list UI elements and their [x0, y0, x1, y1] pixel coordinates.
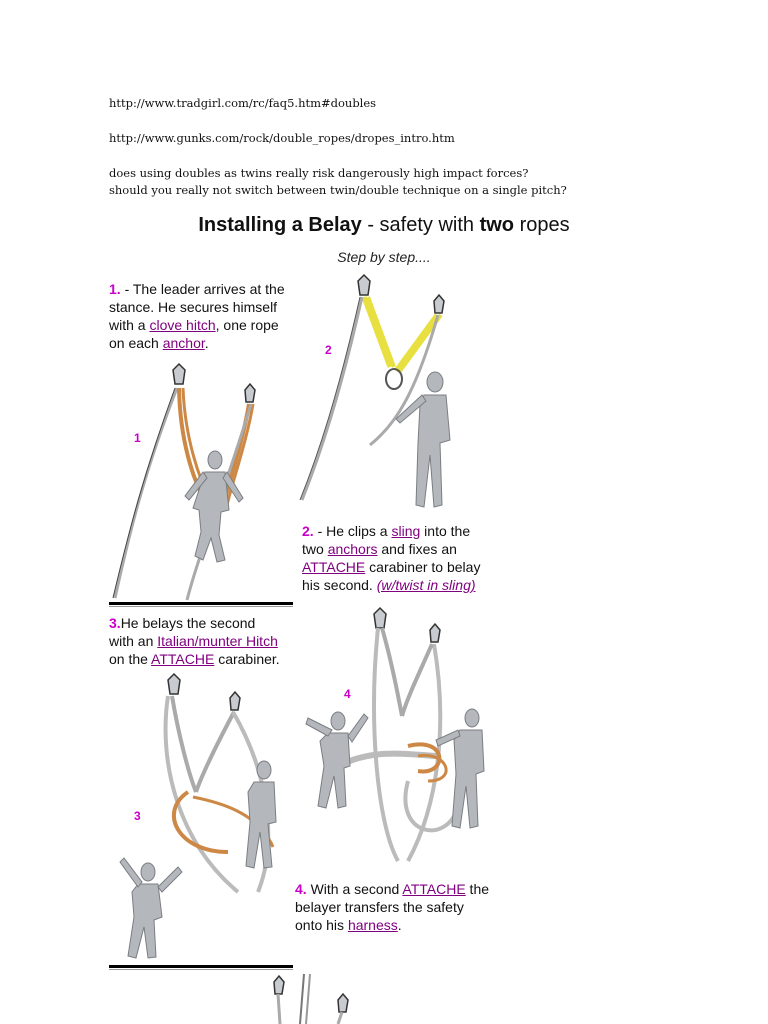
twist-in-sling-link[interactable]: (w/twist in sling) [376, 577, 476, 593]
step-2-line3: carabiner to belay [365, 559, 481, 575]
step-3-line2a: with an [109, 633, 158, 649]
figure-1-illustration [105, 360, 305, 605]
step-3-text [109, 614, 280, 668]
figure-4-illustration [298, 606, 498, 876]
attache-link-2[interactable]: ATTACHE [151, 651, 215, 667]
step-1-line1: - The leader arrives at the [120, 281, 285, 297]
url-tradgirl[interactable]: http://www.tradgirl.com/rc/faq5.htm#doubles [109, 96, 377, 110]
step-1-text [109, 280, 285, 352]
figure-3-number: 3 [134, 809, 141, 823]
step-4-number: 4. [295, 881, 307, 897]
italian-munter-hitch-link[interactable]: Italian/munter Hitch [157, 633, 278, 649]
step-2-line2a: two [302, 541, 328, 557]
figure-4-number: 4 [344, 687, 351, 701]
step-2-line4: his second. [302, 577, 377, 593]
step-3-line1: He belays the second [120, 615, 256, 631]
step-4-line2: belayer transfers the safety [295, 899, 464, 915]
page-subtitle: Step by step.... [337, 249, 431, 265]
figure-2-illustration [300, 275, 480, 515]
divider-2 [109, 965, 293, 968]
step-4-line1b: the [465, 881, 490, 897]
step-1-line3a: with a [109, 317, 150, 333]
step-3-number: 3. [109, 615, 121, 631]
step-1-line4b: . [204, 335, 209, 351]
question-impact-forces: does using doubles as twins really risk dangerously high impact forces? [109, 166, 529, 180]
step-3-line3a: on the [109, 651, 152, 667]
figure-5-illustration [260, 974, 380, 1024]
step-2-line2b: and fixes an [377, 541, 457, 557]
title-mid: - safety with [361, 214, 480, 236]
figure-3-illustration [108, 672, 298, 962]
figure-1-number: 1 [134, 431, 141, 445]
sling-link[interactable]: sling [391, 523, 421, 539]
step-2-line1b: into the [420, 523, 471, 539]
url-gunks[interactable]: http://www.gunks.com/rock/double_ropes/dropes_intro.htm [109, 131, 455, 145]
step-4-line3a: onto his [295, 917, 348, 933]
step-1-number: 1. [109, 281, 121, 297]
step-4-text [295, 880, 489, 934]
step-2-number: 2. [302, 523, 314, 539]
title-end: ropes [514, 214, 570, 236]
attache-link-1[interactable]: ATTACHE [302, 559, 366, 575]
step-1-line2: stance. He secures himself [109, 299, 278, 315]
step-1-line4a: on each [109, 335, 163, 351]
question-switch-technique: should you really not switch between twin/double technique on a single pitch? [109, 183, 567, 197]
title-emphasis: two [479, 214, 515, 236]
step-4-line1a: With a second [306, 881, 403, 897]
page-title [0, 214, 768, 237]
step-2-text [302, 522, 480, 594]
harness-link[interactable]: harness [347, 917, 398, 933]
step-2-line1a: - He clips a [313, 523, 392, 539]
step-3-line3b: carabiner. [214, 651, 280, 667]
anchor-link[interactable]: anchor [162, 335, 205, 351]
attache-link-3[interactable]: ATTACHE [402, 881, 466, 897]
clove-hitch-link[interactable]: clove hitch [149, 317, 216, 333]
divider-1 [109, 602, 293, 605]
figure-2-number: 2 [325, 343, 332, 357]
title-main: Installing a Belay [198, 214, 362, 236]
anchors-link[interactable]: anchors [327, 541, 378, 557]
step-1-line3b: , one rope [215, 317, 279, 333]
step-4-line3b: . [397, 917, 402, 933]
